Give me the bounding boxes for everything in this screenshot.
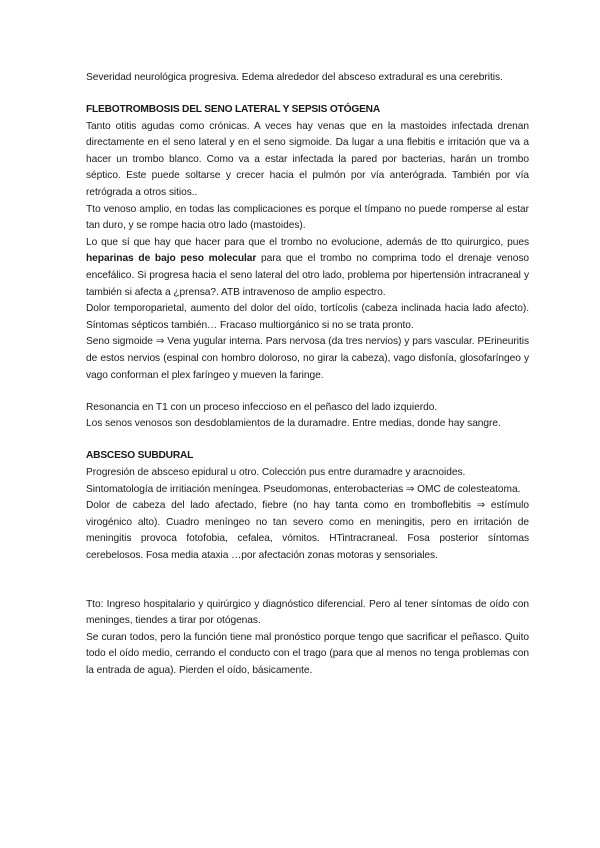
document-body: [86, 70, 529, 680]
bold-term-heparinas: heparinas de bajo peso molecular: [86, 253, 257, 265]
flebotrombosis-paragraph-2: Tto venoso amplio, en todas las complicaciones es porque el tímpano no puede romperse al estar tan duro, y se rompe hacia otro lado (mastoides).: [86, 203, 529, 232]
paragraph-text: para que el trombo no comprima todo el drenaje venoso encefálico. Si progresa hacia el seno lateral del otro lado, problema por hipertensión intracraneal y también si afecta a ¿prensa?. ATB intravenoso de amplio espectro.: [86, 253, 529, 298]
paragraph-text: Lo que sí que hay que hacer para que el trombo no evolucione, además de tto quirurgico, pues: [86, 236, 529, 248]
tratamiento-paragraph-2: Se curan todos, pero la función tiene mal pronóstico porque tengo que sacrificar el peñasco. Quito todo el oído medio, cerrando el conducto con el trago (para que al menos no tenga problemas con la entrada de agua). Pierden el oído, básicamente.: [86, 631, 529, 676]
paragraph-spacer: [86, 565, 529, 597]
intro-paragraph: Severidad neurológica progresiva. Edema alrededor del absceso extradural es una cerebritis.: [86, 72, 503, 83]
section-heading-absceso-subdural: ABSCESO SUBDURAL: [86, 450, 194, 462]
absceso-paragraph-1: Progresión de absceso epidural u otro. Colección pus entre duramadre y aracnoides.: [86, 466, 466, 478]
tratamiento-paragraph-1: Tto: Ingreso hospitalario y quirúrgico y diagnóstico diferencial. Pero al tener síntomas de oído con meninges, tiendes a tirar por otógenas.: [86, 598, 529, 627]
paragraph-spacer: [86, 384, 529, 400]
absceso-paragraph-2: Sintomatología de irritiación meníngea. Pseudomonas, enterobacterias ⇒ OMC de colesteatoma.: [86, 483, 521, 495]
flebotrombosis-paragraph-6: Resonancia en T1 con un proceso infeccioso en el peñasco del lado izquierdo.: [86, 401, 438, 413]
flebotrombosis-paragraph-7: Los senos venosos son desdoblamientos de la duramadre. Entre medias, donde hay sangre.: [86, 418, 501, 430]
flebotrombosis-paragraph-4: Dolor temporoparietal, aumento del dolor del oído, tortícolis (cabeza inclinada hacia lado afecto). Síntomas sépticos también… Fracaso multiorgánico si no se trata pronto.: [86, 303, 529, 331]
paragraph-spacer: [86, 433, 529, 449]
flebotrombosis-paragraph-5: Seno sigmoide ⇒ Vena yugular interna. Pars nervosa (da tres nervios) y pars vascular. PErineuritis de estos nervios (espinal con hombro doloroso, no girar la cabeza), vago disfonía, glosofaríngeo y vago conforman el plex faríngeo y mueven la faringe.: [86, 336, 529, 381]
paragraph-spacer: [86, 87, 529, 103]
flebotrombosis-paragraph-1: Tanto otitis agudas como crónicas. A veces hay venas que en la mastoides infectada drenan directamente en el seno lateral y en el seno sigmoide. Da lugar a una flebitis e irritación que va a hacer un trombo blanco. Como va a estar infectada la pared por bacterias, harán un trombo séptico. Este puede soltarse y crecer hacia el pulmón por vía anterógrada. También por vía retrógrada a otros sitios..: [86, 120, 529, 199]
absceso-paragraph-3: Dolor de cabeza del lado afectado, fiebre (no hay tanta como en tromboflebitis ⇒ estímulo virogénico alto). Cuadro meníngeo no tan severo como en meningitis, pero en irritación de meningitis provoca fotofobia, cefalea, vómitos. HTintracraneal. Fosa posterior síntomas cerebelosos. Fosa media ataxia …por afectación zonas motoras y sensoriales.: [86, 500, 529, 561]
section-heading-flebotrombosis: FLEBOTROMBOSIS DEL SENO LATERAL Y SEPSIS OTÓGENA: [86, 104, 380, 116]
flebotrombosis-paragraph-3: [86, 235, 529, 301]
